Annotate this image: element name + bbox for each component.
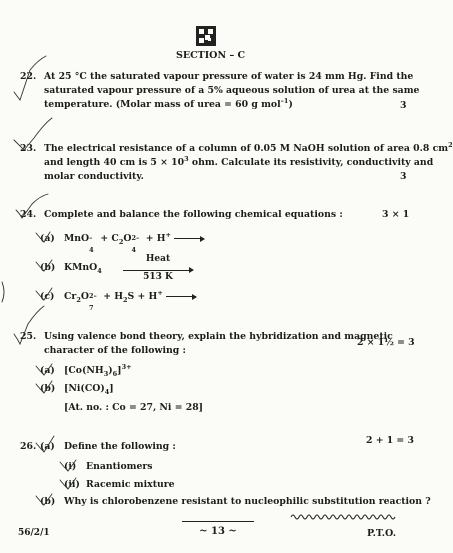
page-number: ~ 13 ~ — [182, 521, 254, 537]
q24-b-reactant: KMnO$_4$ — [64, 262, 102, 275]
q26-a-label: (a) — [40, 441, 55, 452]
q24-marks: 3 × 1 — [382, 209, 410, 220]
q25-b-complex: $[Ni(CO)_4]$ — [64, 383, 114, 396]
q26-b-text: Why is chlorobenzene resistant to nucleophilic substitution reaction ? — [64, 496, 431, 507]
q23-line-2: and length 40 cm is $5 \times 10^3$ ohm. Calculate its resistivity, conductivity and — [44, 154, 434, 168]
q22-line-3: temperature. (Molar mass of urea = 60 g mol$^{-1}$) — [44, 96, 293, 110]
q22-line-2: saturated vapour pressure of a 5% aqueous solution of urea at the same — [44, 85, 420, 96]
q26-ii-text: Racemic mixture — [86, 479, 175, 490]
q24-number: 24. — [20, 209, 37, 220]
q26-number: 26. — [20, 441, 37, 452]
q23-line-1: The electrical resistance of a column of 0.05 M NaOH solution of area 0.8 $cm^2$ — [44, 140, 453, 154]
q24-c-label: (c) — [40, 291, 55, 302]
q24-b-label: (b) — [40, 262, 56, 273]
q23-marks: 3 — [400, 171, 407, 182]
q26-marks: 2 + 1 = 3 — [366, 435, 414, 446]
q25-a-label: (a) — [40, 365, 55, 376]
q24-b-temperature: 513 K — [143, 272, 173, 282]
q25-line-2: character of the following : — [44, 345, 186, 356]
q25-number: 25. — [20, 331, 37, 342]
q24-stem: Complete and balance the following chemical equations : — [44, 209, 343, 220]
q25-line-1: Using valence bond theory, explain the hybridization and magnetic — [44, 331, 393, 342]
q26-ii-label: (ii) — [64, 479, 80, 490]
section-heading: SECTION – C — [176, 50, 246, 61]
q23-number: 23. — [20, 143, 37, 154]
q25-atomic-numbers: [At. no. : Co = 27, Ni = 28] — [64, 402, 204, 413]
q26-a-stem: Define the following : — [64, 441, 176, 452]
pto-label: P.T.O. — [367, 528, 397, 539]
q22-line-1: At 25 °C the saturated vapour pressure of water is 24 mm Hg. Find the — [44, 71, 414, 82]
q24-a-label: (a) — [40, 233, 55, 244]
q23-line-3: molar conductivity. — [44, 171, 144, 182]
q26-i-label: (i) — [64, 461, 77, 472]
q22-number: 22. — [20, 71, 37, 82]
q25-marks: 2 × 1½ = 3 — [357, 337, 415, 348]
q25-a-complex: $[Co(NH_3)_6]^{3+}$ — [64, 362, 132, 378]
q24-b-heat-label: Heat — [145, 254, 171, 264]
q24-a-equation: MnO – 4 + $C_2O$ 2– 4 + H+ — [64, 232, 204, 246]
q26-b-label: (b) — [40, 496, 56, 507]
q22-marks: 3 — [400, 100, 407, 111]
q24-c-equation: $Cr_2O$ 2– 7 + $H_2S + H^+$ — [64, 290, 196, 304]
q26-i-text: Enantiomers — [86, 461, 153, 472]
paper-code: 56/2/1 — [18, 528, 50, 538]
q25-b-label: (b) — [40, 383, 56, 394]
